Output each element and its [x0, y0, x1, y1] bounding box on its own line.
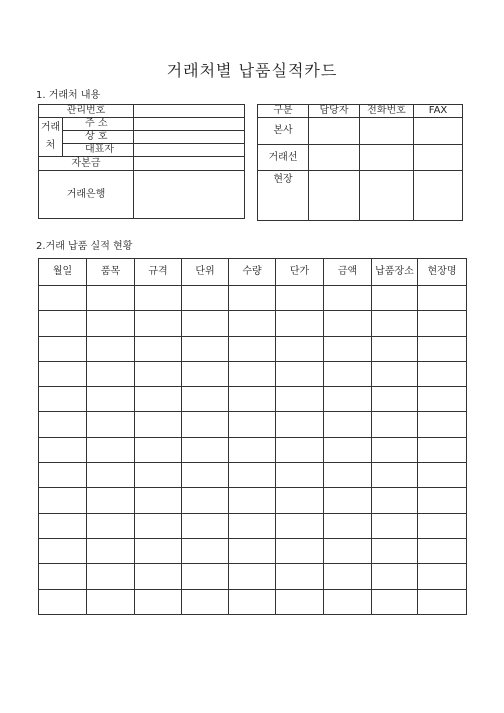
record-cell[interactable]	[418, 538, 467, 563]
record-cell[interactable]	[135, 437, 182, 462]
contact-row-label: 본사	[258, 118, 309, 145]
representative-field[interactable]	[134, 144, 245, 157]
record-cell[interactable]	[276, 336, 324, 361]
record-cell[interactable]	[229, 437, 276, 462]
record-cell[interactable]	[372, 286, 418, 311]
contact-cell[interactable]	[309, 145, 360, 171]
record-cell[interactable]	[276, 412, 324, 437]
record-cell[interactable]	[135, 311, 182, 336]
record-cell[interactable]	[372, 463, 418, 488]
record-cell[interactable]	[372, 361, 418, 386]
capital-field[interactable]	[134, 157, 245, 171]
record-cell[interactable]	[135, 488, 182, 513]
contact-header: 전화번호	[360, 105, 414, 118]
col-header: 품목	[87, 259, 135, 286]
table-row	[39, 336, 467, 361]
record-cell[interactable]	[135, 513, 182, 538]
record-cell[interactable]	[324, 361, 372, 386]
record-cell[interactable]	[324, 488, 372, 513]
record-cell[interactable]	[418, 286, 467, 311]
record-cell[interactable]	[229, 311, 276, 336]
record-cell[interactable]	[418, 336, 467, 361]
record-cell[interactable]	[182, 412, 229, 437]
col-header: 납품장소	[372, 259, 418, 286]
record-cell[interactable]	[229, 564, 276, 589]
table-row	[39, 387, 467, 412]
record-cell[interactable]	[324, 513, 372, 538]
record-cell[interactable]	[324, 437, 372, 462]
record-cell[interactable]	[87, 463, 135, 488]
client-group-label	[39, 118, 63, 157]
record-cell[interactable]	[276, 589, 324, 614]
record-cell[interactable]	[324, 311, 372, 336]
record-cell[interactable]	[324, 286, 372, 311]
table-row	[39, 589, 467, 614]
record-cell[interactable]	[135, 538, 182, 563]
record-cell[interactable]	[182, 311, 229, 336]
section-heading-client: 1. 거래처 내용	[36, 90, 101, 101]
record-cell[interactable]	[276, 564, 324, 589]
table-row	[39, 311, 467, 336]
record-cell[interactable]	[276, 513, 324, 538]
record-cell[interactable]	[324, 387, 372, 412]
record-cell[interactable]	[372, 412, 418, 437]
record-cell[interactable]	[229, 286, 276, 311]
table-row	[39, 437, 467, 462]
record-cell[interactable]	[372, 387, 418, 412]
table-row	[39, 513, 467, 538]
record-cell[interactable]	[372, 538, 418, 563]
record-cell[interactable]	[276, 361, 324, 386]
capital-label: 자본금	[39, 157, 134, 171]
table-row	[39, 538, 467, 563]
client-group-label-1: 거래	[40, 122, 61, 133]
record-cell[interactable]	[276, 387, 324, 412]
record-cell[interactable]	[87, 387, 135, 412]
record-cell[interactable]	[229, 387, 276, 412]
record-cell[interactable]	[39, 437, 87, 462]
record-cell[interactable]	[39, 589, 87, 614]
record-cell[interactable]	[372, 513, 418, 538]
record-cell[interactable]	[87, 286, 135, 311]
mgmt-no-label: 관리번호	[39, 105, 134, 118]
record-cell[interactable]	[87, 311, 135, 336]
record-cell[interactable]	[418, 361, 467, 386]
record-cell[interactable]	[135, 286, 182, 311]
record-cell[interactable]	[324, 564, 372, 589]
record-cell[interactable]	[276, 488, 324, 513]
contact-header: 구분	[258, 105, 309, 118]
record-cell[interactable]	[182, 564, 229, 589]
record-cell[interactable]	[135, 463, 182, 488]
record-cell[interactable]	[229, 589, 276, 614]
record-cell[interactable]	[418, 463, 467, 488]
mgmt-no-field[interactable]	[134, 105, 245, 118]
record-cell[interactable]	[418, 488, 467, 513]
performance-header-row	[39, 259, 467, 286]
col-header: 단가	[276, 259, 324, 286]
record-cell[interactable]	[418, 412, 467, 437]
client-info-table	[38, 104, 245, 219]
record-cell[interactable]	[39, 311, 87, 336]
record-cell[interactable]	[229, 488, 276, 513]
table-row	[39, 488, 467, 513]
contact-row-label: 거래선	[258, 145, 309, 171]
record-cell[interactable]	[39, 513, 87, 538]
record-cell[interactable]	[372, 336, 418, 361]
record-cell[interactable]	[87, 336, 135, 361]
record-cell[interactable]	[372, 564, 418, 589]
record-cell[interactable]	[135, 589, 182, 614]
page-title: 거래처별 납품실적카드	[166, 61, 338, 80]
record-cell[interactable]	[418, 387, 467, 412]
contact-cell[interactable]	[360, 118, 414, 145]
record-cell[interactable]	[372, 437, 418, 462]
record-cell[interactable]	[324, 589, 372, 614]
contact-cell[interactable]	[414, 171, 463, 221]
record-cell[interactable]	[135, 336, 182, 361]
record-cell[interactable]	[418, 311, 467, 336]
record-cell[interactable]	[229, 513, 276, 538]
contact-cell[interactable]	[360, 171, 414, 221]
record-cell[interactable]	[418, 437, 467, 462]
record-cell[interactable]	[324, 538, 372, 563]
record-cell[interactable]	[182, 538, 229, 563]
record-cell[interactable]	[182, 387, 229, 412]
record-cell[interactable]	[39, 286, 87, 311]
record-cell[interactable]	[39, 538, 87, 563]
table-row	[39, 361, 467, 386]
record-cell[interactable]	[135, 412, 182, 437]
contact-table	[257, 104, 463, 221]
record-cell[interactable]	[372, 311, 418, 336]
record-cell[interactable]	[276, 311, 324, 336]
contact-header: 담당자	[309, 105, 360, 118]
col-header: 규격	[135, 259, 182, 286]
col-header: 현장명	[418, 259, 467, 286]
record-cell[interactable]	[87, 412, 135, 437]
client-group-label-2: 처	[45, 140, 56, 151]
record-cell[interactable]	[182, 336, 229, 361]
representative-label: 대표자	[63, 144, 134, 157]
performance-table	[38, 258, 467, 615]
record-cell[interactable]	[39, 412, 87, 437]
record-cell[interactable]	[229, 538, 276, 563]
record-cell[interactable]	[276, 538, 324, 563]
record-cell[interactable]	[87, 361, 135, 386]
record-cell[interactable]	[418, 564, 467, 589]
record-cell[interactable]	[87, 538, 135, 563]
record-cell[interactable]	[135, 564, 182, 589]
bank-field[interactable]	[134, 171, 245, 219]
record-cell[interactable]	[182, 589, 229, 614]
col-header: 금액	[324, 259, 372, 286]
record-cell[interactable]	[182, 463, 229, 488]
bank-label: 거래은행	[39, 171, 134, 219]
record-cell[interactable]	[229, 412, 276, 437]
record-cell[interactable]	[229, 361, 276, 386]
record-cell[interactable]	[182, 513, 229, 538]
col-header: 단위	[182, 259, 229, 286]
trade-name-field[interactable]	[134, 131, 245, 144]
record-cell[interactable]	[39, 463, 87, 488]
col-header: 수량	[229, 259, 276, 286]
record-cell[interactable]	[324, 463, 372, 488]
record-cell[interactable]	[39, 564, 87, 589]
record-cell[interactable]	[276, 463, 324, 488]
table-row	[39, 463, 467, 488]
record-cell[interactable]	[182, 437, 229, 462]
record-cell[interactable]	[39, 336, 87, 361]
record-cell[interactable]	[418, 513, 467, 538]
record-cell[interactable]	[324, 336, 372, 361]
record-cell[interactable]	[39, 488, 87, 513]
table-row	[39, 564, 467, 589]
col-header: 월일	[39, 259, 87, 286]
contact-cell[interactable]	[309, 171, 360, 221]
contact-cell[interactable]	[414, 145, 463, 171]
record-cell[interactable]	[135, 361, 182, 386]
record-cell[interactable]	[182, 488, 229, 513]
address-field[interactable]	[134, 118, 245, 131]
record-cell[interactable]	[39, 387, 87, 412]
contact-header: FAX	[414, 105, 463, 118]
record-cell[interactable]	[276, 286, 324, 311]
record-cell[interactable]	[87, 437, 135, 462]
record-cell[interactable]	[87, 488, 135, 513]
record-cell[interactable]	[372, 589, 418, 614]
address-label: 주 소	[63, 118, 134, 131]
record-cell[interactable]	[87, 564, 135, 589]
table-row	[39, 412, 467, 437]
table-row	[39, 286, 467, 311]
record-cell[interactable]	[229, 336, 276, 361]
contact-cell[interactable]	[309, 118, 360, 145]
trade-name-label: 상 호	[63, 131, 134, 144]
record-cell[interactable]	[276, 437, 324, 462]
record-cell[interactable]	[372, 488, 418, 513]
contact-row-label: 현장	[258, 171, 309, 221]
record-cell[interactable]	[87, 589, 135, 614]
record-cell[interactable]	[418, 589, 467, 614]
record-cell[interactable]	[182, 286, 229, 311]
contact-cell[interactable]	[360, 145, 414, 171]
record-cell[interactable]	[182, 361, 229, 386]
record-cell[interactable]	[39, 361, 87, 386]
record-cell[interactable]	[87, 513, 135, 538]
performance-body	[39, 286, 467, 615]
record-cell[interactable]	[135, 387, 182, 412]
contact-cell[interactable]	[414, 118, 463, 145]
record-cell[interactable]	[229, 463, 276, 488]
section-heading-performance: 2.거래 납품 실적 현황	[36, 241, 133, 252]
record-cell[interactable]	[324, 412, 372, 437]
